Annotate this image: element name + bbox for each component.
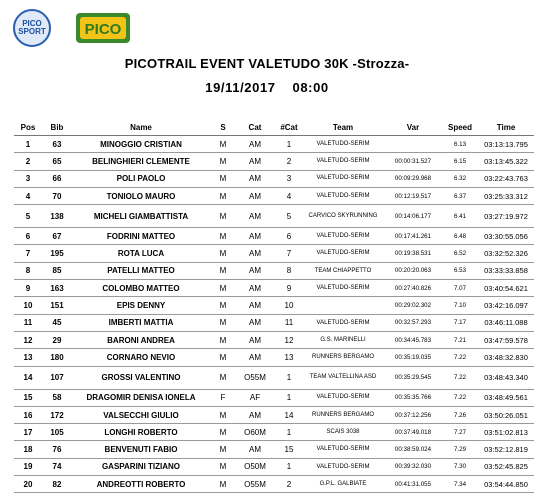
cell-name: MICHELI GIAMBATTISTA <box>72 205 210 228</box>
cell-speed: 7.29 <box>444 441 476 458</box>
cell-cat: AM <box>236 262 274 279</box>
cell-speed: 7.27 <box>444 424 476 441</box>
cell-ncat: 1 <box>274 389 304 406</box>
cell-s: M <box>210 458 236 475</box>
cell-ncat: 1 <box>274 366 304 389</box>
cell-ncat: 1 <box>274 136 304 153</box>
col-sex: S <box>210 119 236 136</box>
cell-speed: 6.32 <box>444 170 476 187</box>
cell-s: M <box>210 331 236 348</box>
table-row <box>14 476 534 493</box>
cell-time: 03:25:33.312 <box>476 187 534 204</box>
results-table <box>14 119 534 493</box>
cell-name: COLOMBO MATTEO <box>72 280 210 297</box>
cell-speed: 6.41 <box>444 205 476 228</box>
cell-var: 00:35:35.766 <box>382 389 444 406</box>
cell-name: BELINGHIERI CLEMENTE <box>72 153 210 170</box>
col-var: Var <box>382 119 444 136</box>
cell-name: GASPARINI TIZIANO <box>72 458 210 475</box>
cell-var: 00:32:57.293 <box>382 314 444 331</box>
cell-cat: AM <box>236 331 274 348</box>
cell-time: 03:33:33.858 <box>476 262 534 279</box>
col-time: Time <box>476 119 534 136</box>
cell-ncat: 15 <box>274 441 304 458</box>
cell-team: VALETUDO-SERIM <box>304 187 382 204</box>
cell-cat: O55M <box>236 366 274 389</box>
cell-pos: 12 <box>14 331 42 348</box>
cell-bib: 163 <box>42 280 72 297</box>
cell-team: TEAM CHIAPPETTO <box>304 262 382 279</box>
cell-var: 00:20:20.063 <box>382 262 444 279</box>
cell-s: M <box>210 297 236 314</box>
cell-var: 00:35:29.545 <box>382 366 444 389</box>
cell-var: 00:41:31.055 <box>382 476 444 493</box>
cell-s: M <box>210 349 236 366</box>
cell-bib: 74 <box>42 458 72 475</box>
cell-team <box>304 297 382 314</box>
cell-cat: O55M <box>236 476 274 493</box>
cell-s: M <box>210 424 236 441</box>
col-speed: Speed <box>444 119 476 136</box>
cell-bib: 63 <box>42 136 72 153</box>
cell-cat: AM <box>236 245 274 262</box>
cell-bib: 70 <box>42 187 72 204</box>
cell-cat: AM <box>236 406 274 423</box>
cell-time: 03:52:12.819 <box>476 441 534 458</box>
cell-bib: 105 <box>42 424 72 441</box>
cell-speed: 7.10 <box>444 297 476 314</box>
cell-time: 03:46:11.088 <box>476 314 534 331</box>
cell-time: 03:47:59.578 <box>476 331 534 348</box>
cell-ncat: 12 <box>274 331 304 348</box>
pico-sport-logo-text: PICO SPORT <box>18 19 46 36</box>
event-time: 08:00 <box>292 80 329 95</box>
cell-ncat: 6 <box>274 228 304 245</box>
logos-bar <box>0 0 534 55</box>
cell-ncat: 1 <box>274 424 304 441</box>
cell-ncat: 1 <box>274 458 304 475</box>
cell-cat: AF <box>236 389 274 406</box>
cell-speed: 7.22 <box>444 366 476 389</box>
col-bib: Bib <box>42 119 72 136</box>
cell-ncat: 14 <box>274 406 304 423</box>
cell-time: 03:52:45.825 <box>476 458 534 475</box>
table-row <box>14 170 534 187</box>
cell-speed: 7.22 <box>444 389 476 406</box>
cell-speed: 6.52 <box>444 245 476 262</box>
cell-team: VALETUDO-SERIM <box>304 245 382 262</box>
cell-ncat: 8 <box>274 262 304 279</box>
cell-cat: AM <box>236 136 274 153</box>
table-row <box>14 406 534 423</box>
cell-var: 00:35:19.035 <box>382 349 444 366</box>
cell-name: IMBERTI MATTIA <box>72 314 210 331</box>
cell-time: 03:40:54.621 <box>476 280 534 297</box>
cell-team: VALETUDO-SERIM <box>304 136 382 153</box>
pico-sport-logo <box>13 9 51 47</box>
cell-time: 03:27:19.972 <box>476 205 534 228</box>
cell-bib: 180 <box>42 349 72 366</box>
cell-pos: 11 <box>14 314 42 331</box>
cell-bib: 67 <box>42 228 72 245</box>
cell-name: BARONI ANDREA <box>72 331 210 348</box>
cell-ncat: 2 <box>274 476 304 493</box>
cell-name: FODRINI MATTEO <box>72 228 210 245</box>
cell-s: M <box>210 476 236 493</box>
cell-cat: O60M <box>236 424 274 441</box>
results-body <box>14 136 534 493</box>
cell-s: M <box>210 280 236 297</box>
cell-speed: 6.37 <box>444 187 476 204</box>
cell-team: VALETUDO-SERIM <box>304 314 382 331</box>
results-header-row <box>14 119 534 136</box>
cell-s: M <box>210 136 236 153</box>
event-title: PICOTRAIL EVENT VALETUDO 30K -Strozza- <box>124 56 410 71</box>
cell-name: EPIS DENNY <box>72 297 210 314</box>
cell-pos: 8 <box>14 262 42 279</box>
cell-pos: 15 <box>14 389 42 406</box>
col-cat: Cat <box>236 119 274 136</box>
cell-cat: O50M <box>236 458 274 475</box>
cell-team: SCAIS 3038 <box>304 424 382 441</box>
cell-bib: 66 <box>42 170 72 187</box>
cell-bib: 172 <box>42 406 72 423</box>
cell-team: TEAM VALTELLINA ASD <box>304 366 382 389</box>
cell-speed: 7.17 <box>444 314 476 331</box>
cell-cat: AM <box>236 280 274 297</box>
cell-pos: 16 <box>14 406 42 423</box>
cell-name: POLI PAOLO <box>72 170 210 187</box>
cell-speed: 6.48 <box>444 228 476 245</box>
cell-speed: 7.34 <box>444 476 476 493</box>
table-row <box>14 297 534 314</box>
cell-name: PATELLI MATTEO <box>72 262 210 279</box>
cell-pos: 2 <box>14 153 42 170</box>
cell-ncat: 5 <box>274 205 304 228</box>
table-row <box>14 136 534 153</box>
cell-name: CORNARO NEVIO <box>72 349 210 366</box>
cell-time: 03:42:16.097 <box>476 297 534 314</box>
cell-pos: 1 <box>14 136 42 153</box>
pico-logo <box>74 9 132 47</box>
table-row <box>14 187 534 204</box>
cell-var <box>382 136 444 153</box>
table-row <box>14 349 534 366</box>
cell-pos: 6 <box>14 228 42 245</box>
cell-name: LONGHI ROBERTO <box>72 424 210 441</box>
cell-time: 03:48:43.340 <box>476 366 534 389</box>
cell-time: 03:48:32.830 <box>476 349 534 366</box>
cell-bib: 45 <box>42 314 72 331</box>
cell-speed: 6.13 <box>444 136 476 153</box>
cell-s: M <box>210 170 236 187</box>
cell-ncat: 13 <box>274 349 304 366</box>
cell-team: VALETUDO-SERIM <box>304 228 382 245</box>
cell-name: DRAGOMIR DENISA IONELA <box>72 389 210 406</box>
cell-bib: 58 <box>42 389 72 406</box>
cell-team: RUNNERS BERGAMO <box>304 406 382 423</box>
cell-name: VALSECCHI GIULIO <box>72 406 210 423</box>
cell-time: 03:13:13.795 <box>476 136 534 153</box>
cell-time: 03:51:02.813 <box>476 424 534 441</box>
table-row <box>14 314 534 331</box>
cell-var: 00:00:31.527 <box>382 153 444 170</box>
table-row <box>14 262 534 279</box>
cell-ncat: 10 <box>274 297 304 314</box>
event-datetime <box>0 80 534 95</box>
cell-name: ANDREOTTI ROBERTO <box>72 476 210 493</box>
cell-s: M <box>210 262 236 279</box>
cell-pos: 20 <box>14 476 42 493</box>
event-date: 19/11/2017 <box>205 80 276 95</box>
cell-s: M <box>210 366 236 389</box>
cell-cat: AM <box>236 187 274 204</box>
cell-time: 03:50:26.051 <box>476 406 534 423</box>
cell-bib: 107 <box>42 366 72 389</box>
cell-speed: 7.30 <box>444 458 476 475</box>
cell-speed: 6.53 <box>444 262 476 279</box>
cell-name: GROSSI VALENTINO <box>72 366 210 389</box>
cell-bib: 82 <box>42 476 72 493</box>
cell-speed: 7.07 <box>444 280 476 297</box>
cell-var: 00:27:40.826 <box>382 280 444 297</box>
cell-bib: 138 <box>42 205 72 228</box>
cell-cat: AM <box>236 170 274 187</box>
col-cat-rank: #Cat <box>274 119 304 136</box>
cell-var: 00:34:45.783 <box>382 331 444 348</box>
col-pos: Pos <box>14 119 42 136</box>
cell-name: BENVENUTI FABIO <box>72 441 210 458</box>
cell-bib: 76 <box>42 441 72 458</box>
cell-s: M <box>210 245 236 262</box>
table-row <box>14 366 534 389</box>
cell-bib: 151 <box>42 297 72 314</box>
cell-pos: 7 <box>14 245 42 262</box>
cell-var: 00:19:38.531 <box>382 245 444 262</box>
cell-s: M <box>210 228 236 245</box>
cell-team: VALETUDO-SERIM <box>304 280 382 297</box>
cell-s: M <box>210 153 236 170</box>
cell-s: M <box>210 187 236 204</box>
cell-time: 03:13:45.322 <box>476 153 534 170</box>
cell-bib: 85 <box>42 262 72 279</box>
cell-speed: 7.21 <box>444 331 476 348</box>
cell-cat: AM <box>236 228 274 245</box>
cell-time: 03:48:49.561 <box>476 389 534 406</box>
cell-s: F <box>210 389 236 406</box>
cell-team: VALETUDO-SERIM <box>304 389 382 406</box>
cell-team: G.S. MARINELLI <box>304 331 382 348</box>
cell-pos: 18 <box>14 441 42 458</box>
cell-pos: 19 <box>14 458 42 475</box>
table-row <box>14 458 534 475</box>
cell-pos: 17 <box>14 424 42 441</box>
table-row <box>14 245 534 262</box>
table-row <box>14 153 534 170</box>
cell-ncat: 2 <box>274 153 304 170</box>
cell-team: CARVICO SKYRUNNING <box>304 205 382 228</box>
cell-cat: AM <box>236 349 274 366</box>
table-row <box>14 389 534 406</box>
cell-pos: 10 <box>14 297 42 314</box>
table-row <box>14 331 534 348</box>
cell-name: MINOGGIO CRISTIAN <box>72 136 210 153</box>
table-row <box>14 228 534 245</box>
cell-team: VALETUDO-SERIM <box>304 153 382 170</box>
cell-ncat: 3 <box>274 170 304 187</box>
cell-var: 00:17:41.261 <box>382 228 444 245</box>
cell-ncat: 11 <box>274 314 304 331</box>
cell-cat: AM <box>236 314 274 331</box>
table-row <box>14 205 534 228</box>
cell-s: M <box>210 314 236 331</box>
cell-cat: AM <box>236 153 274 170</box>
cell-ncat: 9 <box>274 280 304 297</box>
cell-cat: AM <box>236 205 274 228</box>
col-team: Team <box>304 119 382 136</box>
cell-pos: 9 <box>14 280 42 297</box>
cell-var: 00:37:49.018 <box>382 424 444 441</box>
cell-s: M <box>210 406 236 423</box>
table-row <box>14 441 534 458</box>
col-name: Name <box>72 119 210 136</box>
cell-team: VALETUDO-SERIM <box>304 458 382 475</box>
cell-cat: AM <box>236 297 274 314</box>
cell-bib: 65 <box>42 153 72 170</box>
cell-pos: 5 <box>14 205 42 228</box>
cell-var: 00:14:06.177 <box>382 205 444 228</box>
cell-pos: 4 <box>14 187 42 204</box>
cell-time: 03:22:43.763 <box>476 170 534 187</box>
cell-team: VALETUDO-SERIM <box>304 441 382 458</box>
cell-speed: 6.15 <box>444 153 476 170</box>
cell-pos: 3 <box>14 170 42 187</box>
cell-team: VALETUDO-SERIM <box>304 170 382 187</box>
cell-time: 03:30:55.056 <box>476 228 534 245</box>
table-row <box>14 280 534 297</box>
cell-cat: AM <box>236 441 274 458</box>
cell-speed: 7.22 <box>444 349 476 366</box>
table-row <box>14 424 534 441</box>
cell-bib: 29 <box>42 331 72 348</box>
pico-logo-text: PICO <box>84 21 122 38</box>
cell-s: M <box>210 205 236 228</box>
cell-var: 00:38:59.024 <box>382 441 444 458</box>
cell-team: RUNNERS BERGAMO <box>304 349 382 366</box>
cell-var: 00:37:12.256 <box>382 406 444 423</box>
cell-var: 00:39:32.030 <box>382 458 444 475</box>
cell-team: G.P.L. GALBIATE <box>304 476 382 493</box>
cell-ncat: 4 <box>274 187 304 204</box>
cell-var: 00:12:19.517 <box>382 187 444 204</box>
cell-time: 03:32:52.326 <box>476 245 534 262</box>
cell-ncat: 7 <box>274 245 304 262</box>
cell-name: ROTA LUCA <box>72 245 210 262</box>
cell-speed: 7.26 <box>444 406 476 423</box>
cell-name: TONIOLO MAURO <box>72 187 210 204</box>
cell-pos: 13 <box>14 349 42 366</box>
cell-pos: 14 <box>14 366 42 389</box>
cell-bib: 195 <box>42 245 72 262</box>
cell-var: 00:09:29.968 <box>382 170 444 187</box>
cell-var: 00:29:02.302 <box>382 297 444 314</box>
cell-time: 03:54:44.850 <box>476 476 534 493</box>
cell-s: M <box>210 441 236 458</box>
